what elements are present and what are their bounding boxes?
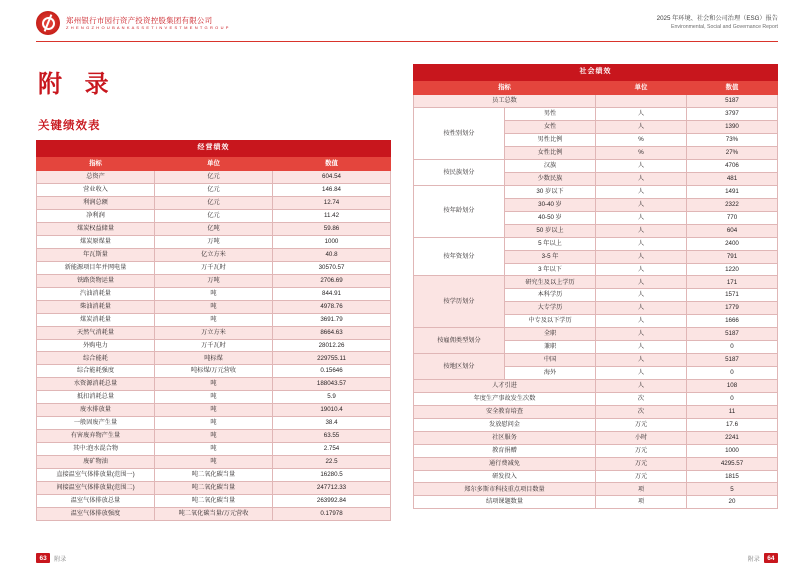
metric-unit: 人 (596, 198, 687, 211)
metric-name: 5 年以上 (505, 237, 596, 250)
table-row (37, 300, 391, 313)
metric-unit: 吨 (155, 443, 273, 456)
metric-value: 791 (687, 250, 778, 263)
social-performance-table (413, 64, 778, 509)
report-title-en: Environmental, Social and Governance Report (671, 23, 778, 30)
metric-name: 男性 (505, 108, 596, 121)
metric-name: 汉族 (505, 160, 596, 173)
footer-left (36, 553, 66, 563)
metric-value: 16280.5 (273, 468, 391, 481)
table-row (37, 507, 391, 520)
table-row (414, 276, 778, 289)
table-row (37, 391, 391, 404)
metric-name: 煤炭权益储量 (37, 223, 155, 236)
metric-unit: 次 (596, 392, 687, 405)
metric-unit: 人 (596, 250, 687, 263)
table-row (37, 261, 391, 274)
metric-unit: 万吨 (155, 274, 273, 287)
left-column (36, 56, 391, 547)
metric-name: 中专及以下学历 (505, 315, 596, 328)
table-row (414, 457, 778, 470)
metric-group: 按雇佣类型划分 (414, 328, 505, 354)
metric-value: 2400 (687, 237, 778, 250)
metric-value: 604.54 (273, 171, 391, 184)
metric-value: 12.74 (273, 197, 391, 210)
metric-name: 员工总数 (414, 95, 596, 108)
metric-unit: 吨标煤/万元营收 (155, 365, 273, 378)
metric-name: 外购电力 (37, 339, 155, 352)
metric-name: 30-40 岁 (505, 198, 596, 211)
metric-unit: 人 (596, 172, 687, 185)
metric-name: 净利润 (37, 210, 155, 223)
metric-unit: 人 (596, 302, 687, 315)
metric-value: 4295.57 (687, 457, 778, 470)
metric-value: 1000 (687, 444, 778, 457)
table-row (414, 483, 778, 496)
metric-name: 研发投入 (414, 470, 596, 483)
metric-unit: 次 (596, 405, 687, 418)
metric-unit: 项 (596, 496, 687, 509)
section-title: 关键绩效表 (38, 120, 101, 132)
metric-value: 0 (687, 367, 778, 380)
metric-unit: 吨 (155, 287, 273, 300)
metric-unit: 亿元 (155, 184, 273, 197)
metric-name: 温室气体排放总量 (37, 494, 155, 507)
metric-value: 4978.76 (273, 300, 391, 313)
metric-unit: 吨 (155, 378, 273, 391)
metric-name: 天然气消耗量 (37, 326, 155, 339)
metric-name: 少数民族 (505, 172, 596, 185)
metric-name: 年度生产事故发生次数 (414, 392, 596, 405)
metric-name: 煤炭消耗量 (37, 313, 155, 326)
table-row (414, 237, 778, 250)
metric-value: 5 (687, 483, 778, 496)
metric-unit: 万元 (596, 444, 687, 457)
metric-unit: 亿元 (155, 197, 273, 210)
table-row (414, 470, 778, 483)
metric-value: 8664.63 (273, 326, 391, 339)
metric-group: 按学历划分 (414, 276, 505, 328)
metric-group: 按地区划分 (414, 354, 505, 380)
metric-name: 一般固废产生量 (37, 417, 155, 430)
table-row (37, 184, 391, 197)
operating-performance-table (36, 140, 391, 521)
metric-unit: 亿立方米 (155, 248, 273, 261)
metric-unit: 吨标煤 (155, 352, 273, 365)
column-header: 指标 (37, 157, 155, 171)
page-header (0, 0, 800, 46)
metric-unit: 吨二氧化碳当量 (155, 494, 273, 507)
metric-unit: 万立方米 (155, 326, 273, 339)
footer-right (748, 553, 778, 563)
metric-unit: 万吨 (155, 236, 273, 249)
metric-value: 30570.57 (273, 261, 391, 274)
metric-unit: 吨 (155, 430, 273, 443)
metric-unit: 人 (596, 263, 687, 276)
table-row (414, 444, 778, 457)
metric-name: 社区服务 (414, 431, 596, 444)
metric-value: 2.754 (273, 443, 391, 456)
metric-value: 1571 (687, 289, 778, 302)
metric-unit: 万元 (596, 418, 687, 431)
metric-unit: 人 (596, 160, 687, 173)
table-row (414, 354, 778, 367)
table-row (37, 443, 391, 456)
metric-value: 22.5 (273, 455, 391, 468)
metric-name: 其中:泡水混合物 (37, 443, 155, 456)
metric-name: 40-50 岁 (505, 211, 596, 224)
page-title: 附 录 (38, 71, 117, 98)
metric-group: 按年资划分 (414, 237, 505, 276)
metric-value: 229755.11 (273, 352, 391, 365)
table-row (37, 223, 391, 236)
metric-value: 28012.26 (273, 339, 391, 352)
metric-value: 481 (687, 172, 778, 185)
table-row (37, 197, 391, 210)
table-row (37, 274, 391, 287)
report-title-cn: 2025 年环境、社会和公司治理（ESG）报告 (656, 15, 778, 23)
metric-value: 247712.33 (273, 481, 391, 494)
table-row (414, 108, 778, 121)
metric-group: 按性别划分 (414, 108, 505, 160)
table-row (37, 481, 391, 494)
metric-value: 844.91 (273, 287, 391, 300)
page-content (0, 46, 800, 547)
metric-unit: 万元 (596, 470, 687, 483)
metric-unit: 亿吨 (155, 223, 273, 236)
metric-value: 11.42 (273, 210, 391, 223)
metric-unit: 万元 (596, 457, 687, 470)
metric-unit: 人 (596, 328, 687, 341)
metric-value: 5187 (687, 328, 778, 341)
metric-group: 按年龄划分 (414, 185, 505, 237)
metric-value: 5187 (687, 354, 778, 367)
metric-name: 煤炭原煤量 (37, 236, 155, 249)
logo-name-en: Z H E N G Z H O U B A N K A S S E T I N V E S T M E N T G R O U P (66, 25, 230, 31)
metric-value: 3691.79 (273, 313, 391, 326)
metric-unit: 人 (596, 289, 687, 302)
metric-unit: 小时 (596, 431, 687, 444)
metric-name: 新能源项目年并网电量 (37, 261, 155, 274)
metric-unit: 人 (596, 237, 687, 250)
table-row (37, 339, 391, 352)
column-header: 数值 (273, 157, 391, 171)
metric-name: 男性比例 (505, 134, 596, 147)
metric-name: 50 岁以上 (505, 224, 596, 237)
table-row (37, 468, 391, 481)
metric-value: 40.8 (273, 248, 391, 261)
metric-unit: 项 (596, 483, 687, 496)
metric-value: 20 (687, 496, 778, 509)
metric-name: 直接温室气体排放量(范围一) (37, 468, 155, 481)
metric-name: 间接温室气体排放量(范围二) (37, 481, 155, 494)
metric-name: 全职 (505, 328, 596, 341)
page-label-left: 附录 (54, 556, 67, 563)
metric-group: 按民族划分 (414, 160, 505, 186)
metric-value: 1390 (687, 121, 778, 134)
metric-value: 770 (687, 211, 778, 224)
table-title-row (414, 65, 778, 81)
metric-name: 水资源消耗总量 (37, 378, 155, 391)
metric-unit: 万千瓦时 (155, 339, 273, 352)
logo-mark-icon (36, 11, 60, 35)
metric-name: 教育捐赠 (414, 444, 596, 457)
metric-value: 1779 (687, 302, 778, 315)
metric-value: 5187 (687, 95, 778, 108)
metric-value: 1000 (273, 236, 391, 249)
metric-unit: 人 (596, 108, 687, 121)
metric-name: 年瓦斯量 (37, 248, 155, 261)
metric-value: 1815 (687, 470, 778, 483)
table-title-row (37, 141, 391, 157)
metric-value: 171 (687, 276, 778, 289)
page-footer (0, 547, 800, 569)
table-row (37, 326, 391, 339)
table-row (414, 405, 778, 418)
table-row (414, 328, 778, 341)
metric-unit: 人 (596, 341, 687, 354)
metric-name: 汽油消耗量 (37, 287, 155, 300)
table-row (37, 430, 391, 443)
metric-value: 2322 (687, 198, 778, 211)
metric-name: 综合能耗 (37, 352, 155, 365)
report-title-block (657, 15, 778, 31)
metric-name: 发放慰问金 (414, 418, 596, 431)
metric-name: 柴油消耗量 (37, 300, 155, 313)
metric-name: 本科学历 (505, 289, 596, 302)
table-row (414, 418, 778, 431)
metric-name: 总资产 (37, 171, 155, 184)
metric-value: 1666 (687, 315, 778, 328)
table-row (37, 365, 391, 378)
metric-value: 38.4 (273, 417, 391, 430)
metric-name: 有害废弃物产生量 (37, 430, 155, 443)
right-column (413, 56, 778, 547)
metric-unit: 万千瓦时 (155, 261, 273, 274)
metric-unit: 吨 (155, 391, 273, 404)
metric-name: 结项课题数量 (414, 496, 596, 509)
metric-unit: 人 (596, 276, 687, 289)
metric-unit: 吨 (155, 417, 273, 430)
metric-name: 铁路货物运量 (37, 274, 155, 287)
metric-name: 研究生及以上学历 (505, 276, 596, 289)
column-header: 单位 (155, 157, 273, 171)
metric-name: 3 年以下 (505, 263, 596, 276)
table-title: 经营绩效 (37, 141, 391, 157)
table-row (37, 236, 391, 249)
company-logo (36, 11, 229, 35)
metric-value: 1491 (687, 185, 778, 198)
metric-value: 5.9 (273, 391, 391, 404)
metric-value: 146.84 (273, 184, 391, 197)
metric-name: 废矿物油 (37, 455, 155, 468)
table-row (37, 455, 391, 468)
table-title: 社会绩效 (414, 65, 778, 81)
metric-unit: 吨二氧化碳当量 (155, 481, 273, 494)
metric-value: 73% (687, 134, 778, 147)
table-row (414, 392, 778, 405)
table-row (37, 313, 391, 326)
table-row (37, 248, 391, 261)
table-row (37, 378, 391, 391)
metric-value: 263992.84 (273, 494, 391, 507)
metric-value: 0.17978 (273, 507, 391, 520)
metric-value: 59.86 (273, 223, 391, 236)
column-header: 单位 (596, 81, 687, 95)
table-row (37, 404, 391, 417)
metric-value: 1220 (687, 263, 778, 276)
table-row (37, 417, 391, 430)
metric-unit: 人 (596, 121, 687, 134)
metric-value: 4706 (687, 160, 778, 173)
metric-unit (596, 95, 687, 108)
metric-value: 604 (687, 224, 778, 237)
table-header-row (414, 81, 778, 95)
table-row (37, 352, 391, 365)
table-row (414, 95, 778, 108)
metric-name: 综合能耗强度 (37, 365, 155, 378)
metric-value: 188043.57 (273, 378, 391, 391)
metric-name: 通行费减免 (414, 457, 596, 470)
metric-unit: 吨 (155, 404, 273, 417)
table-row (414, 496, 778, 509)
metric-unit: 吨二氧化碳当量 (155, 468, 273, 481)
metric-value: 108 (687, 379, 778, 392)
metric-name: 兼职 (505, 341, 596, 354)
column-header: 指标 (414, 81, 596, 95)
metric-name: 废水排放量 (37, 404, 155, 417)
metric-unit: 人 (596, 211, 687, 224)
metric-name: 利润总额 (37, 197, 155, 210)
metric-name: 营业收入 (37, 184, 155, 197)
page-number-right: 64 (764, 553, 778, 563)
metric-name: 女性 (505, 121, 596, 134)
metric-value: 2706.69 (273, 274, 391, 287)
metric-unit: 亿元 (155, 171, 273, 184)
metric-name: 中国 (505, 354, 596, 367)
metric-name: 安全教育培查 (414, 405, 596, 418)
metric-unit: 吨 (155, 313, 273, 326)
metric-value: 19010.4 (273, 404, 391, 417)
metric-unit: 人 (596, 379, 687, 392)
table-row (414, 379, 778, 392)
metric-unit: 人 (596, 354, 687, 367)
table-row (37, 171, 391, 184)
metric-unit: % (596, 134, 687, 147)
metric-unit: 亿元 (155, 210, 273, 223)
table-row (414, 431, 778, 444)
table-row (37, 287, 391, 300)
logo-name-cn: 郑州银行市园行资产投资控股集团有限公司 (66, 15, 213, 25)
metric-unit: % (596, 147, 687, 160)
metric-name: 大专学历 (505, 302, 596, 315)
metric-name: 人才引进 (414, 379, 596, 392)
metric-value: 2241 (687, 431, 778, 444)
metric-value: 0.15646 (273, 365, 391, 378)
metric-value: 17.6 (687, 418, 778, 431)
metric-unit: 人 (596, 315, 687, 328)
table-row (37, 210, 391, 223)
metric-value: 0 (687, 392, 778, 405)
metric-unit: 吨 (155, 300, 273, 313)
metric-unit: 吨二氧化碳当量/万元营收 (155, 507, 273, 520)
metric-unit: 吨 (155, 455, 273, 468)
metric-name: 女性比例 (505, 147, 596, 160)
column-header: 数值 (687, 81, 778, 95)
metric-unit: 人 (596, 185, 687, 198)
metric-name: 郑尔多斯市科技重点项目数量 (414, 483, 596, 496)
table-header-row (37, 157, 391, 171)
metric-unit: 人 (596, 224, 687, 237)
metric-unit: 人 (596, 367, 687, 380)
metric-name: 抵扣消耗总量 (37, 391, 155, 404)
metric-name: 30 岁以下 (505, 185, 596, 198)
metric-name: 海外 (505, 367, 596, 380)
page-number-left: 63 (36, 553, 50, 563)
logo-text (66, 16, 229, 30)
table-row (414, 160, 778, 173)
metric-value: 63.55 (273, 430, 391, 443)
metric-value: 3797 (687, 108, 778, 121)
metric-value: 27% (687, 147, 778, 160)
table-row (414, 185, 778, 198)
metric-name: 温室气体排放强度 (37, 507, 155, 520)
page-label-right: 附录 (747, 556, 760, 563)
metric-value: 11 (687, 405, 778, 418)
metric-value: 0 (687, 341, 778, 354)
table-row (37, 494, 391, 507)
metric-name: 3-5 年 (505, 250, 596, 263)
